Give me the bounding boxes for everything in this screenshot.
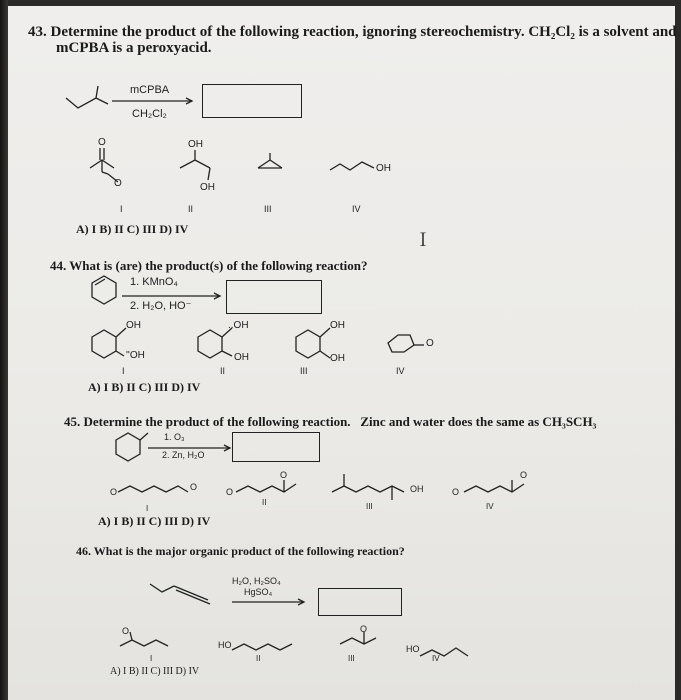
q45-reactant-structure [116, 433, 148, 461]
q44-stem: 44. What is (are) the product(s) of the following reaction? [50, 258, 368, 273]
q45-product-iv-structure [464, 480, 524, 492]
q45-label-oh: OH [410, 484, 424, 494]
q45-label-o3: O [226, 487, 234, 497]
q45-roman-i: I [146, 504, 149, 513]
q45-product-ii-structure [236, 480, 296, 492]
q45-label-o6: O [520, 470, 528, 480]
q46-roman-iv: IV [432, 654, 440, 663]
q45-product-i-structure [118, 486, 188, 492]
q44-product-iii-structure [296, 328, 330, 358]
q46-reactant-structure [150, 584, 210, 604]
q44-product-iv-structure [388, 335, 424, 352]
q46-product-ii-structure [232, 644, 292, 650]
q44-iii-oh1: OH [330, 320, 345, 331]
q45-stem [64, 414, 596, 430]
q44-reagent-bottom: 2. H₂O, HO⁻ [130, 300, 192, 312]
q45-reagent-top: 1. O₃ [164, 432, 185, 442]
q43-reactant-structure [66, 86, 108, 108]
q46-label-ho1: HO [218, 640, 232, 650]
q46-answer-choices: A) I B) II C) III D) IV [110, 666, 200, 677]
q46-product-iv-structure [420, 648, 468, 656]
q45-label-o2: O [190, 482, 198, 492]
q44-ii-oh1: ..OH [228, 320, 249, 331]
q46-roman-i: I [150, 654, 153, 663]
q45-roman-iv: IV [486, 502, 494, 511]
q43-roman-ii: II [188, 204, 194, 214]
q44-reagent-top: 1. KMnO₄ [130, 276, 178, 288]
q46-label-ho2: HO [406, 644, 420, 654]
q44-product-i-structure [92, 328, 126, 358]
q46-stem: 46. What is the major organic product of the following reaction? [76, 544, 405, 558]
q43-label-oh-bottom: OH [200, 182, 215, 193]
q45-roman-ii: II [262, 498, 267, 507]
q44-iii-oh2: OH [330, 353, 345, 364]
q44-roman-ii: II [220, 366, 226, 376]
q45-label-o1: O [110, 487, 118, 497]
q45-stem-rest: Zinc and water does the same as CH₃SCH₃ [360, 414, 597, 429]
q45-label-o4: O [280, 470, 288, 480]
q43-answer-choices: A) I B) II C) III D) IV [76, 222, 189, 236]
q46-product-iii-structure [340, 632, 376, 644]
text-cursor-icon: Ｉ [414, 230, 432, 251]
q46-roman-ii: II [256, 654, 261, 663]
q45-label-o5: O [452, 487, 460, 497]
q43-reagent-bottom: CH₂Cl₂ [132, 108, 167, 120]
q43-stem-line1: 43. Determine the product of the following reaction, ignoring stereochemistry. CH₂Cl₂ is a solvent and [28, 24, 677, 40]
q46-roman-iii: III [348, 654, 355, 663]
q44-answer-choices: A) I B) II C) III D) IV [88, 380, 201, 394]
q43-product-iii-structure [258, 153, 282, 168]
q44-roman-iii: III [300, 366, 308, 376]
q45-reagent-bottom: 2. Zn, H₂O [162, 450, 205, 460]
q46-label-o2: O [360, 624, 368, 634]
q46-reagent-bottom: HgSO₄ [244, 587, 273, 597]
q45-product-iii-structure [332, 474, 404, 500]
q43-stem-line2: mCPBA is a peroxyacid. [56, 40, 212, 56]
q44-reactant-structure [92, 276, 116, 304]
q44-roman-iv: IV [396, 366, 405, 376]
q43-label-oh-chain: OH [376, 163, 391, 174]
q43-answer-box[interactable] [202, 84, 302, 118]
q44-i-oh2: ''OH [126, 350, 145, 361]
q43-roman-iii: III [264, 204, 272, 214]
q46-label-o1: O [122, 626, 130, 636]
q44-iv-o: O [426, 338, 434, 349]
q43-product-iv-structure [330, 162, 374, 170]
q44-i-oh1: OH [126, 320, 141, 331]
q44-product-ii-structure [198, 328, 232, 358]
q45-answer-choices: A) I B) II C) III D) IV [98, 514, 211, 528]
q43-roman-i: I [120, 204, 123, 214]
q45-stem-bold: 45. Determine the product of the following reaction. [64, 414, 351, 429]
q46-reagent-top: H₂O, H₂SO₄ [232, 576, 281, 586]
q43-product-i-structure [90, 148, 118, 182]
q45-roman-iii: III [366, 502, 373, 511]
q43-roman-iv: IV [352, 204, 361, 214]
q43-product-ii-structure [180, 150, 210, 180]
q43-reagent-top: mCPBA [130, 84, 170, 96]
q43-label-oxo: O [98, 137, 106, 148]
q43-label-o: O [114, 178, 122, 189]
q46-answer-box[interactable] [318, 588, 402, 616]
q44-roman-i: I [122, 366, 125, 376]
q44-ii-oh2: OH [234, 352, 249, 363]
q45-answer-box[interactable] [232, 432, 320, 462]
q44-answer-box[interactable] [226, 280, 322, 314]
q43-label-oh-top: OH [188, 139, 203, 150]
